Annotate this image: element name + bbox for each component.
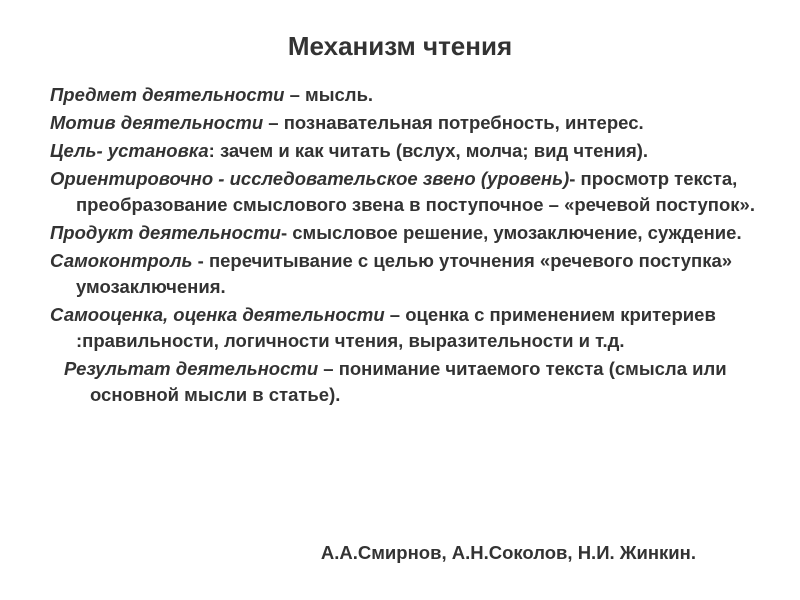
definition-item-self-assessment bbox=[50, 302, 780, 354]
definition-term: Ориентировочно - исследовательское звено (уровень) bbox=[50, 168, 570, 189]
definition-text: – понимание читаемого текста (смысла или основной мысли в статье). bbox=[90, 358, 727, 405]
definition-term: Продукт деятельности bbox=[50, 222, 281, 243]
definition-term: Результат деятельности bbox=[64, 358, 319, 379]
definition-term: Самоконтроль bbox=[50, 250, 193, 271]
definition-item-self-control bbox=[50, 248, 780, 300]
definition-item-result bbox=[64, 356, 790, 408]
definition-item-product bbox=[50, 220, 780, 246]
definition-text: - просмотр текста, преобразование смыслового звена в поступочное – «речевой поступок». bbox=[76, 168, 755, 215]
definition-item-goal bbox=[50, 138, 780, 164]
definition-text: : зачем и как читать (вслух, молча; вид чтения). bbox=[208, 140, 649, 161]
definition-term: Самооценка, оценка деятельности bbox=[50, 304, 385, 325]
authors-credit: А.А.Смирнов, А.Н.Соколов, Н.И. Жинкин. bbox=[320, 542, 696, 563]
definition-item-motive bbox=[50, 110, 780, 136]
definition-item-orientation bbox=[50, 166, 780, 218]
definition-text: – мысль. bbox=[284, 84, 374, 105]
definition-text: - смысловое решение, умозаключение, суждение. bbox=[280, 222, 742, 243]
slide-title: Механизм чтения bbox=[287, 31, 513, 61]
definition-term: Мотив деятельности bbox=[50, 112, 264, 133]
definition-term: Цель- установка bbox=[50, 140, 209, 161]
definition-list bbox=[50, 82, 780, 410]
definition-text: - перечитывание с целью уточнения «речевого поступка» умозаключения. bbox=[76, 250, 733, 297]
definition-text: – познавательная потребность, интерес. bbox=[263, 112, 644, 133]
definition-term: Предмет деятельности bbox=[50, 84, 285, 105]
definition-text: – оценка с применением критериев :правильности, логичности чтения, выразительности и т.д. bbox=[76, 304, 716, 351]
definition-item-subject bbox=[50, 82, 780, 108]
